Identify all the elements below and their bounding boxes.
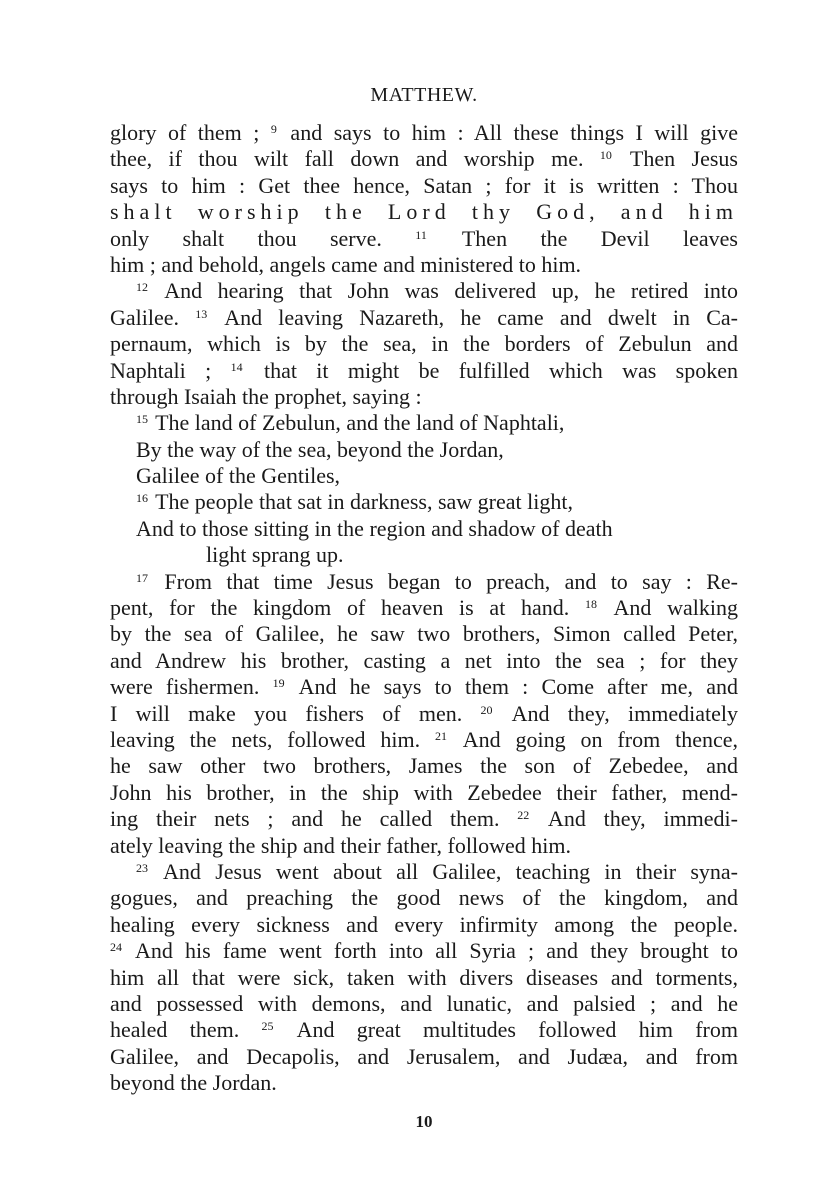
text-line xyxy=(110,463,738,489)
text-line xyxy=(110,331,738,357)
verse-number: 20 xyxy=(480,702,493,717)
text-line xyxy=(110,806,738,832)
text-line xyxy=(110,384,738,410)
line-text: Then the Devil leaves xyxy=(428,225,738,251)
line-text: he saw other two brothers, James the son of Zebedee, and xyxy=(110,753,738,779)
verse-number: 11 xyxy=(415,227,427,242)
line-text: ing their nets ; and he called them. xyxy=(110,806,518,832)
line-text: The people that sat in darkness, saw great light, xyxy=(150,489,573,515)
line-text: leaving the nets, followed him. xyxy=(110,726,436,752)
line-text: that it might be fulfilled which was spoken xyxy=(244,357,738,383)
text-line xyxy=(110,489,738,515)
verse-number: 14 xyxy=(230,359,243,374)
text-line xyxy=(110,701,738,727)
line-text: and Andrew his brother, casting a net into the sea ; for they xyxy=(110,647,738,673)
text-line xyxy=(110,542,738,568)
line-text: I will make you fishers of men. xyxy=(110,700,481,726)
verse-number: 17 xyxy=(136,570,148,585)
line-text: pernaum, which is by the sea, in the borders of Zebulun and xyxy=(110,331,738,357)
verse-number: 9 xyxy=(270,122,277,136)
verse-number: 25 xyxy=(261,1019,274,1034)
line-text: light sprang up. xyxy=(206,542,344,568)
text-line xyxy=(110,199,738,225)
text-line xyxy=(110,1070,738,1096)
line-text: glory of them ; xyxy=(110,120,271,145)
text-line xyxy=(110,1017,738,1043)
line-text: gogues, and preaching the good news of the kingdom, and xyxy=(110,885,738,911)
text-line xyxy=(110,226,738,252)
text-line xyxy=(110,648,738,674)
verse-number: 24 xyxy=(110,940,122,955)
line-text: healing every sickness and every infirmity among the people. xyxy=(110,911,738,937)
text-line xyxy=(110,885,738,911)
line-text: through Isaiah the prophet, saying : xyxy=(110,383,422,409)
line-text: by the sea of Galilee, he saw two brothers, Simon called Peter, xyxy=(110,621,738,647)
text-line xyxy=(110,1044,738,1070)
line-text: Naphtali ; xyxy=(110,357,231,383)
verse-number: 18 xyxy=(585,597,597,612)
text-line xyxy=(110,938,738,964)
line-text: And they, immediately xyxy=(494,700,738,726)
line-text: thee, if thou wilt fall down and worship me. xyxy=(110,146,600,172)
line-text: And Jesus went about all Galilee, teaching in their syna- xyxy=(150,858,738,884)
text-line xyxy=(110,305,738,331)
line-text: And going on from thence, xyxy=(449,726,738,752)
text-line xyxy=(110,595,738,621)
line-text: healed them. xyxy=(110,1017,262,1043)
line-text: And leaving Nazareth, he came and dwelt in Ca- xyxy=(209,304,738,330)
verse-number: 21 xyxy=(435,728,448,743)
running-header: MATTHEW. xyxy=(370,84,478,106)
line-text: Galilee of the Gentiles, xyxy=(136,463,341,489)
text-line xyxy=(110,727,738,753)
line-text: And they, immedi- xyxy=(531,806,738,832)
verse-number: 23 xyxy=(136,860,148,875)
line-text: And great multitudes followed him from xyxy=(275,1017,738,1043)
scripture-text xyxy=(110,120,738,1096)
line-text: By the way of the sea, beyond the Jordan, xyxy=(136,436,504,462)
line-text: From that time Jesus began to preach, and to say : Re- xyxy=(150,568,738,594)
text-line xyxy=(110,674,738,700)
text-line xyxy=(110,991,738,1017)
line-text: only shalt thou serve. xyxy=(110,225,416,251)
line-text: were fishermen. xyxy=(110,674,273,700)
verse-number: 15 xyxy=(136,412,148,427)
line-text: and possessed with demons, and lunatic, and palsied ; and he xyxy=(110,990,738,1016)
text-line xyxy=(110,410,738,436)
text-line xyxy=(110,437,738,463)
line-text: And to those sitting in the region and shadow of death xyxy=(136,515,613,541)
text-line xyxy=(110,252,738,278)
text-line xyxy=(110,173,738,199)
text-line xyxy=(110,833,738,859)
line-text: And his fame went forth into all Syria ; and they brought to xyxy=(124,938,738,964)
line-text: shalt worship the Lord thy God, and him xyxy=(110,199,738,225)
text-line xyxy=(110,120,738,146)
line-text: him all that were sick, taken with divers diseases and torments, xyxy=(110,964,738,990)
text-line xyxy=(110,146,738,172)
text-line xyxy=(110,859,738,885)
line-text: Galilee. xyxy=(110,304,196,330)
verse-number: 19 xyxy=(272,676,285,691)
line-text: The land of Zebulun, and the land of Naphtali, xyxy=(150,410,565,436)
line-text: And hearing that John was delivered up, he retired into xyxy=(150,278,738,304)
verse-number: 13 xyxy=(195,306,208,321)
line-text: Then Jesus xyxy=(613,146,738,172)
line-text: beyond the Jordan. xyxy=(110,1070,277,1096)
text-line xyxy=(110,516,738,542)
verse-number: 22 xyxy=(517,808,530,823)
text-line xyxy=(110,278,738,304)
line-text: says to him : Get thee hence, Satan ; for it is written : Thou xyxy=(110,172,738,198)
line-text: pent, for the kingdom of heaven is at hand. xyxy=(110,595,585,621)
text-line xyxy=(110,753,738,779)
line-text: And he says to them : Come after me, and xyxy=(286,674,738,700)
line-text: And walking xyxy=(599,595,738,621)
verse-number: 10 xyxy=(599,148,612,163)
text-line xyxy=(110,912,738,938)
line-text: and says to him : All these things I will give xyxy=(278,120,738,145)
line-text: Galilee, and Decapolis, and Jerusalem, and Judæa, and from xyxy=(110,1043,738,1069)
text-line xyxy=(110,965,738,991)
line-text: him ; and behold, angels came and ministered to him. xyxy=(110,251,582,277)
text-line xyxy=(110,780,738,806)
text-line xyxy=(110,621,738,647)
text-line xyxy=(110,569,738,595)
verse-number: 16 xyxy=(136,491,148,506)
verse-number: 12 xyxy=(136,280,148,295)
line-text: ately leaving the ship and their father, followed him. xyxy=(110,832,571,858)
line-text: John his brother, in the ship with Zebedee their father, mend- xyxy=(110,779,738,805)
text-line xyxy=(110,358,738,384)
page-number: 10 xyxy=(415,1112,433,1131)
